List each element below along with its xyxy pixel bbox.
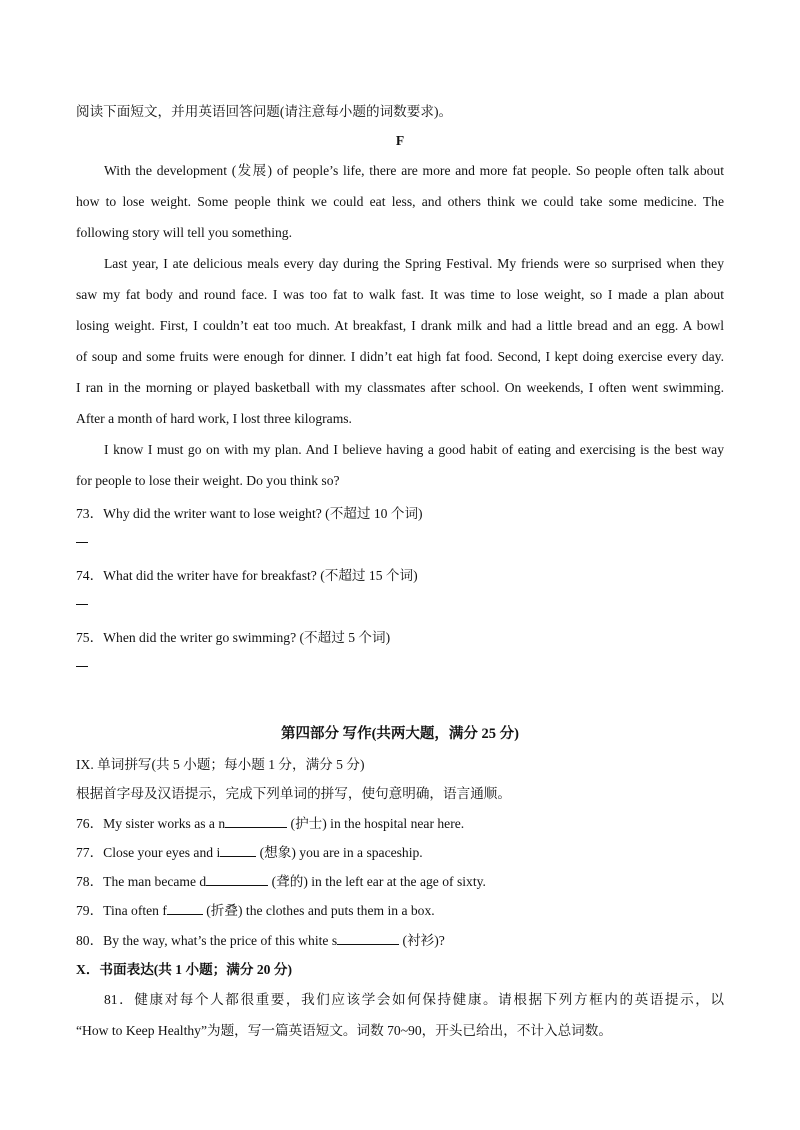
item-text: 78．The man became d bbox=[76, 874, 207, 890]
fill-blank[interactable] bbox=[206, 873, 268, 886]
section9-instruction: 根据首字母及汉语提示，完成下列单词的拼写，使句意明确，语言通顺。 bbox=[76, 786, 511, 802]
fill-blank[interactable] bbox=[220, 844, 256, 857]
item-text: (聋的) in the left ear at the age of sixty. bbox=[268, 874, 486, 890]
answer-line-75[interactable] bbox=[76, 652, 724, 682]
passage-paragraph-2 bbox=[76, 248, 724, 434]
section9-heading: IX. 单词拼写(共 5 小题；每小题 1 分，满分 5 分) bbox=[76, 757, 365, 772]
spelling-item-76 bbox=[76, 809, 724, 838]
writing-task-line: “How to Keep Healthy”为题，写一篇英语短文。词数 70~90，开头已给出，不计入总词数。 bbox=[76, 1023, 612, 1039]
passage-paragraph-3 bbox=[76, 434, 724, 496]
passage-line: Last year, I ate delicious meals every day during the Spring Festival. My friends were so surprised when they bbox=[104, 256, 724, 271]
item-text: 80．By the way, what’s the price of this white s bbox=[76, 932, 338, 948]
writing-task-line: 81．健康对每个人都很重要，我们应该学会如何保持健康。请根据下列方框内的英语提示，以 bbox=[104, 992, 724, 1008]
passage-line: following story will tell you something. bbox=[76, 225, 292, 240]
passage-line: I ran in the morning or played basketball with my classmates after school. On weekends, I often went swimming. bbox=[76, 380, 724, 395]
question-74: 74．What did the writer have for breakfast? (不超过 15 个词) bbox=[76, 568, 418, 583]
item-text: 77．Close your eyes and i bbox=[76, 844, 221, 860]
passage-line: of soup and some fruits were enough for dinner. I didn’t eat high fat food. Second, I kept doing exercise every day. bbox=[76, 349, 724, 364]
answer-dash bbox=[76, 542, 88, 543]
question-73: 73．Why did the writer want to lose weight? (不超过 10 个词) bbox=[76, 506, 423, 521]
reading-instruction: 阅读下面短文，并用英语回答问题(请注意每小题的词数要求)。 bbox=[76, 104, 453, 119]
passage-label: F bbox=[395, 133, 405, 148]
exam-page bbox=[76, 96, 724, 1046]
passage-line: losing weight. First, I couldn’t eat too much. At breakfast, I drank milk and had a little bread and an egg. A bowl bbox=[76, 318, 724, 333]
question-75: 75．When did the writer go swimming? (不超过 5 个词) bbox=[76, 630, 391, 645]
item-text: (想象) you are in a spaceship. bbox=[256, 844, 423, 860]
passage-line: I know I must go on with my plan. And I believe having a good habit of eating and exercising is the best way bbox=[104, 442, 724, 457]
item-text: 76．My sister works as a n bbox=[76, 815, 226, 831]
item-text: (折叠) the clothes and puts them in a box. bbox=[202, 903, 435, 919]
spelling-item-78 bbox=[76, 867, 724, 896]
spelling-item-80 bbox=[76, 926, 724, 955]
answer-line-74[interactable] bbox=[76, 590, 724, 620]
section10-heading: X．书面表达(共 1 小题；满分 20 分) bbox=[76, 962, 292, 978]
passage-line: saw my fat body and round face. I was too fat to walk fast. It was time to lose weight, so I made a plan about bbox=[76, 287, 724, 302]
spelling-item-77 bbox=[76, 838, 724, 867]
item-text: (衬衫)? bbox=[399, 932, 445, 948]
spelling-item-79 bbox=[76, 896, 724, 925]
passage-line: for people to lose their weight. Do you think so? bbox=[76, 473, 340, 488]
item-text: (护士) in the hospital near here. bbox=[287, 815, 465, 831]
passage-line: After a month of hard work, I lost three kilograms. bbox=[76, 411, 352, 426]
item-text: 79．Tina often f bbox=[76, 903, 167, 919]
answer-dash bbox=[76, 666, 88, 667]
part4-title: 第四部分 写作(共两大题，满分 25 分) bbox=[280, 726, 520, 742]
passage-line: With the development (发展) of people’s life, there are more and more fat people. So people often talk about bbox=[104, 163, 724, 178]
fill-blank[interactable] bbox=[225, 815, 287, 828]
passage-line: how to lose weight. Some people think we could eat less, and others think we could take some medicine. The bbox=[76, 194, 724, 209]
answer-line-73[interactable] bbox=[76, 528, 724, 558]
fill-blank[interactable] bbox=[337, 932, 399, 945]
answer-dash bbox=[76, 604, 88, 605]
passage-paragraph-1 bbox=[76, 155, 724, 248]
fill-blank[interactable] bbox=[167, 902, 203, 915]
